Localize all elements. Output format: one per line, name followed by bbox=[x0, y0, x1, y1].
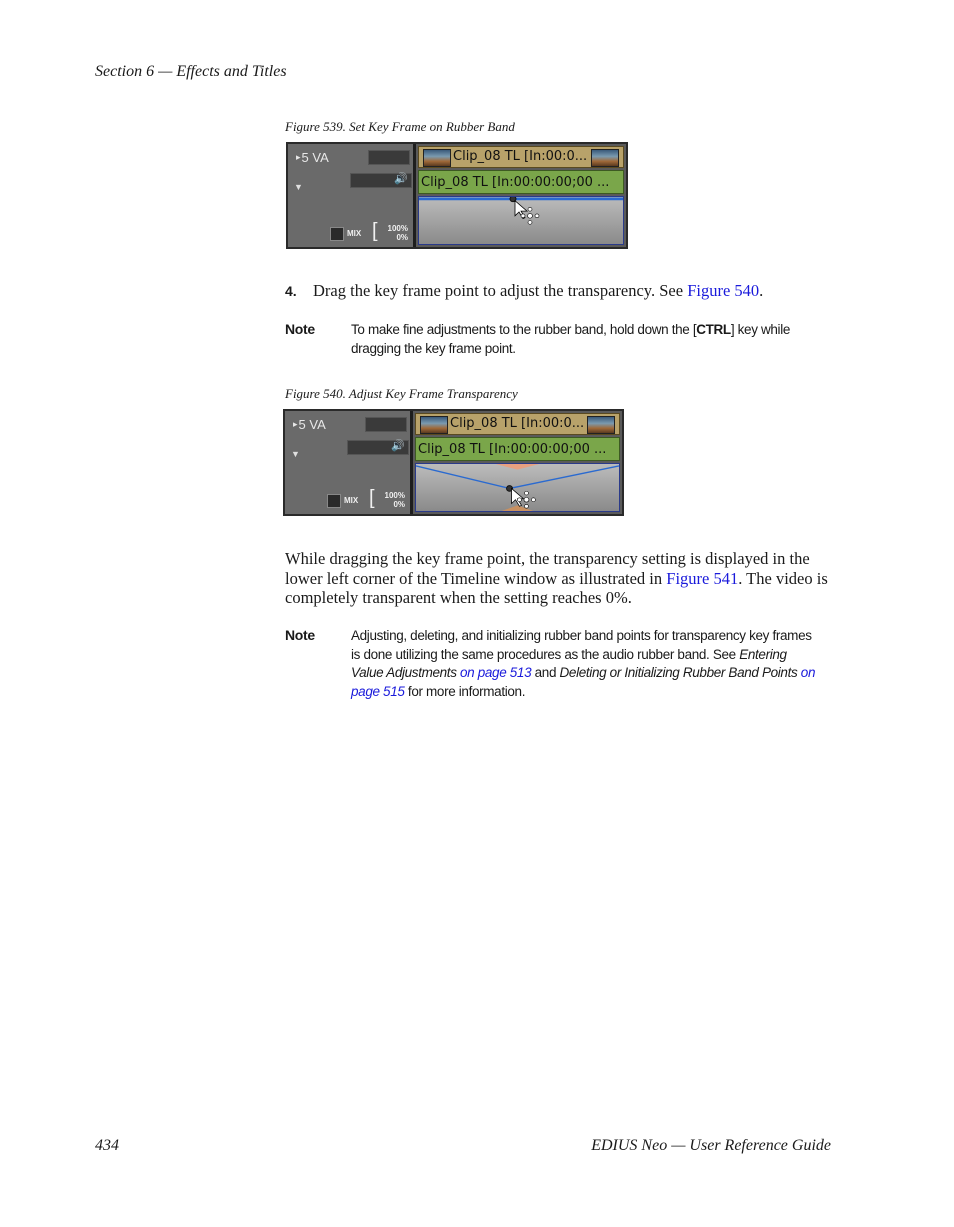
timeline-area bbox=[413, 411, 622, 514]
note-text-end: for more information. bbox=[404, 683, 526, 699]
note-text: To make fine adjustments to the rubber band, hold down the [ bbox=[351, 322, 697, 337]
timeline-area bbox=[416, 144, 626, 247]
mix-icon bbox=[327, 494, 341, 508]
transparency-preview-top bbox=[496, 464, 540, 470]
step-text-end: . bbox=[759, 281, 764, 300]
bracket-icon: [ bbox=[369, 487, 375, 509]
clip-body-label: Clip_08 TL [In:00:00:00;00 ... bbox=[418, 442, 607, 457]
note-label: Note bbox=[285, 627, 315, 643]
step-text: Drag the key frame point to adjust the transparency. See bbox=[313, 281, 688, 300]
note-text-and: and bbox=[531, 665, 560, 680]
clip-title-row[interactable] bbox=[415, 413, 620, 435]
figure-540-caption: Figure 540. Adjust Key Frame Transparency bbox=[285, 386, 518, 401]
clip-thumbnail-start bbox=[420, 416, 448, 434]
clip-title-row[interactable] bbox=[418, 146, 624, 168]
waveform-speaker-buttons[interactable] bbox=[347, 440, 409, 455]
expand-triangle-icon[interactable]: ▼ bbox=[291, 449, 300, 459]
paragraph-text: While dragging the key frame point, the transparency setting is displayed in the lower left corner of the Timeline window as illustrated in bbox=[285, 549, 810, 588]
figure-540-link[interactable]: Figure 540 bbox=[687, 281, 760, 300]
figure-539-screenshot bbox=[286, 142, 628, 249]
rubber-band-area[interactable] bbox=[415, 463, 620, 512]
clip-body-label: Clip_08 TL [In:00:00:00;00 ... bbox=[421, 175, 610, 190]
track-control-panel bbox=[288, 144, 416, 247]
lock-sync-buttons[interactable] bbox=[365, 417, 407, 432]
note-label: Note bbox=[285, 321, 315, 337]
paragraph-text-end: . The video is completely transparent when the setting reaches 0%. bbox=[285, 568, 828, 607]
track-name-label: ▸ 5 VA bbox=[296, 150, 329, 165]
waveform-speaker-buttons[interactable] bbox=[350, 173, 412, 188]
guide-title: EDIUS Neo — User Reference Guide bbox=[591, 1137, 831, 1154]
speaker-icon: 🔊 bbox=[391, 440, 405, 452]
rubber-band-area[interactable] bbox=[418, 196, 624, 245]
ctrl-key-label: CTRL bbox=[696, 322, 731, 337]
page-513-link[interactable]: on page 513 bbox=[456, 665, 532, 680]
ref-deleting-initializing: Deleting or Initializing Rubber Band Points bbox=[559, 665, 798, 680]
mix-toggle[interactable] bbox=[330, 227, 361, 241]
note-2-text bbox=[351, 627, 821, 701]
clip-body-row[interactable] bbox=[418, 170, 624, 194]
mix-icon bbox=[330, 227, 344, 241]
mix-toggle[interactable] bbox=[327, 494, 358, 508]
lock-sync-buttons[interactable] bbox=[368, 150, 410, 165]
track-name-label: ▸ 5 VA bbox=[293, 417, 326, 432]
pct-top: 100% bbox=[387, 224, 408, 233]
clip-thumbnail-start bbox=[423, 149, 451, 167]
step-number: 4. bbox=[285, 283, 297, 299]
figure-539-caption: Figure 539. Set Key Frame on Rubber Band bbox=[285, 119, 515, 134]
page-number: 434 bbox=[95, 1137, 119, 1154]
figure-541-link[interactable]: Figure 541 bbox=[666, 568, 739, 588]
rubber-band-graphic bbox=[419, 197, 623, 244]
mouse-cursor-icon bbox=[512, 488, 524, 506]
note-1-text bbox=[351, 321, 821, 358]
pct-top: 100% bbox=[384, 491, 405, 500]
mix-label: MIX bbox=[347, 229, 362, 239]
pct-bottom: 0% bbox=[393, 500, 405, 509]
pct-bottom: 0% bbox=[396, 233, 408, 242]
body-paragraph bbox=[285, 549, 845, 608]
speaker-icon: 🔊 bbox=[394, 173, 408, 185]
note-text-end: ] key while dragging the key frame point. bbox=[351, 322, 791, 356]
clip-thumbnail-end bbox=[587, 416, 615, 434]
step-4 bbox=[285, 281, 845, 301]
transparency-range bbox=[378, 224, 408, 242]
transparency-range bbox=[375, 491, 405, 509]
ref-entering-value-adjustments: Entering Value Adjustments bbox=[351, 646, 787, 680]
bracket-icon: [ bbox=[372, 220, 378, 242]
rubber-band-graphic bbox=[416, 464, 619, 511]
track-control-panel bbox=[285, 411, 413, 514]
clip-title-label: Clip_08 TL [In:00:0... bbox=[450, 416, 585, 431]
clip-body-row[interactable] bbox=[415, 437, 620, 461]
note-text: Adjusting, deleting, and initializing rubber band points for transparency key frames is done utilizing the same procedures as the audio rubber band. See bbox=[351, 628, 812, 662]
rubber-band-line-left bbox=[416, 466, 510, 489]
clip-thumbnail-end bbox=[591, 149, 619, 167]
figure-540-screenshot bbox=[283, 409, 624, 516]
clip-title-label: Clip_08 TL [In:00:0... bbox=[453, 149, 588, 164]
page-515-link[interactable]: on page 515 bbox=[351, 665, 816, 699]
mix-label: MIX bbox=[344, 496, 359, 506]
rubber-band-line-right bbox=[510, 466, 619, 489]
running-header: Section 6 — Effects and Titles bbox=[95, 63, 287, 80]
expand-triangle-icon[interactable]: ▼ bbox=[294, 182, 303, 192]
